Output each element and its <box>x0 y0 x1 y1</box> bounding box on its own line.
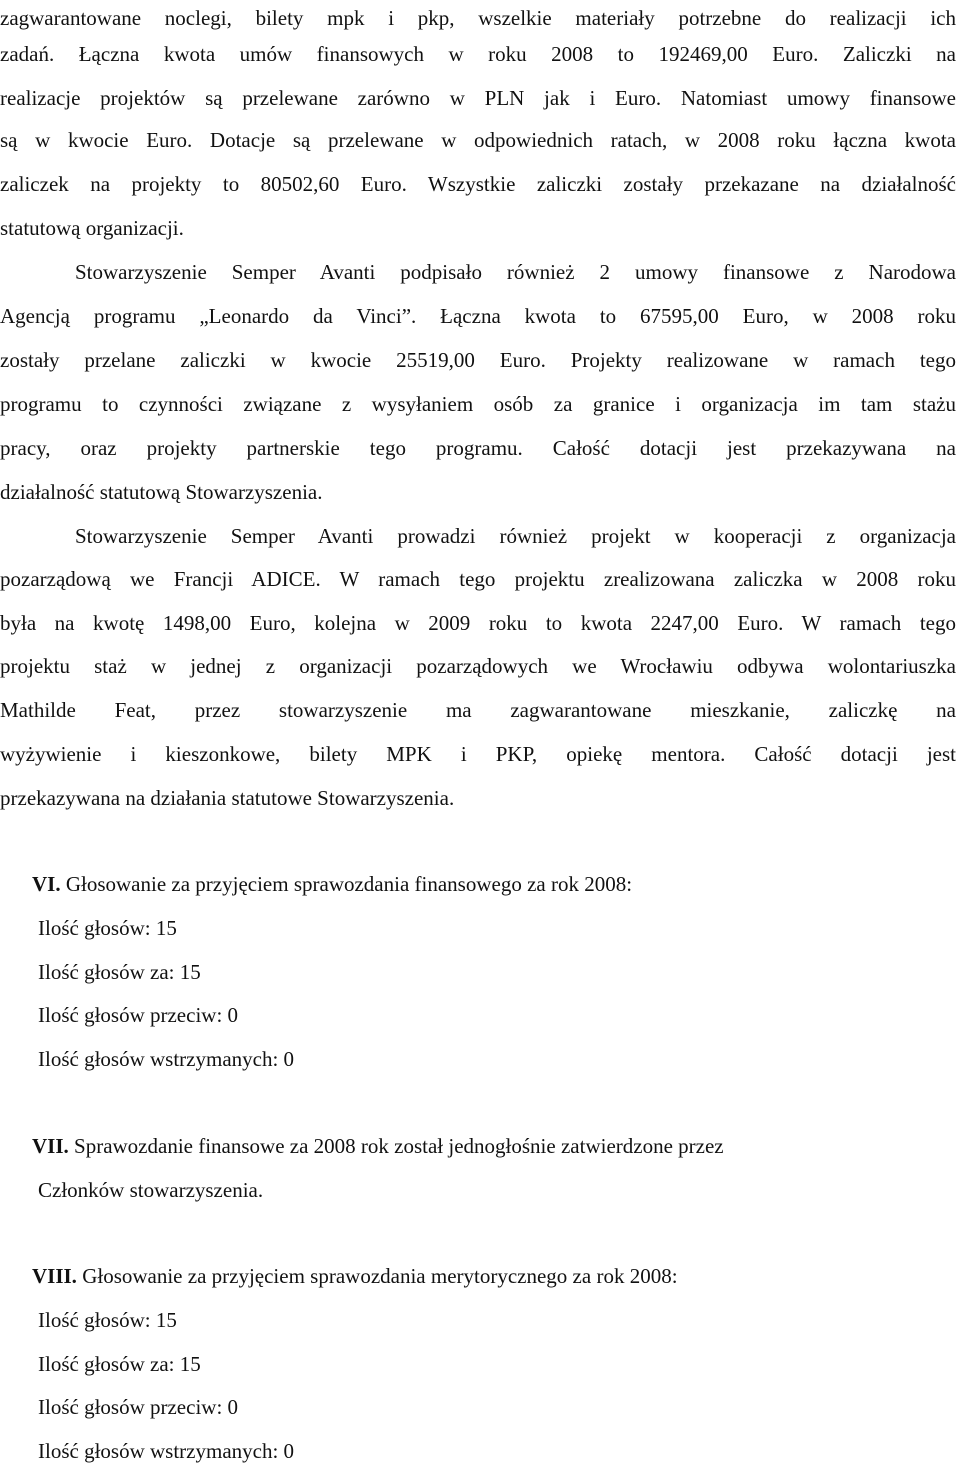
text-line: Stowarzyszenie Semper Avanti podpisało również 2 umowy finansowe z Narodowa <box>75 260 956 284</box>
text-line: Mathilde Feat, przez stowarzyszenie ma zagwarantowane mieszkanie, zaliczkę na <box>0 698 956 722</box>
vote-count-for: Ilość głosów za: 15 <box>38 1352 201 1376</box>
text-line: była na kwotę 1498,00 Euro, kolejna w 2009 roku to kwota 2247,00 Euro. W ramach tego <box>0 611 956 635</box>
text-line: statutową organizacji. <box>0 216 184 240</box>
section-title: Głosowanie za przyjęciem sprawozdania merytorycznego za rok 2008: <box>76 1264 678 1288</box>
text-line: są w kwocie Euro. Dotacje są przelewane w odpowiednich ratach, w 2008 roku łączna kwota <box>0 128 956 152</box>
section-number: VIII. <box>32 1264 77 1288</box>
text-line: zaliczek na projekty to 80502,60 Euro. Wszystkie zaliczki zostały przekazane na działalność <box>0 172 956 196</box>
text-line: programu to czynności związane z wysyłaniem osób za granice i organizacja im tam stażu <box>0 392 956 416</box>
text-line: działalność statutową Stowarzyszenia. <box>0 480 323 504</box>
text-line: Agencją programu „Leonardo da Vinci”. Łączna kwota to 67595,00 Euro, w 2008 roku <box>0 304 956 328</box>
text-line: Stowarzyszenie Semper Avanti prowadzi również projekt w kooperacji z organizacja <box>75 524 956 548</box>
section-title-continued: Członków stowarzyszenia. <box>38 1178 264 1202</box>
vote-count-against: Ilość głosów przeciw: 0 <box>38 1003 239 1027</box>
vote-count-total: Ilość głosów: 15 <box>38 916 177 940</box>
vote-count-abstained: Ilość głosów wstrzymanych: 0 <box>38 1439 295 1463</box>
vote-count-against: Ilość głosów przeciw: 0 <box>38 1395 239 1419</box>
section-number: VI. <box>32 872 61 896</box>
section-heading <box>32 1132 892 1160</box>
text-line: pracy, oraz projekty partnerskie tego programu. Całość dotacji jest przekazywana na <box>0 436 956 460</box>
text-line: pozarządową we Francji ADICE. W ramach tego projektu zrealizowana zaliczka w 2008 roku <box>0 567 956 591</box>
text-line: wyżywienie i kieszonkowe, bilety MPK i PKP, opiekę mentora. Całość dotacji jest <box>0 742 956 766</box>
text-line: realizacje projektów są przelewane zarówno w PLN jak i Euro. Natomiast umowy finansowe <box>0 86 956 110</box>
section-number: VII. <box>32 1134 69 1158</box>
text-line: projektu staż w jednej z organizacji pozarządowych we Wrocławiu odbywa wolontariuszka <box>0 654 956 678</box>
section-heading <box>32 870 892 898</box>
vote-count-for: Ilość głosów za: 15 <box>38 960 201 984</box>
section-title: Sprawozdanie finansowe za 2008 rok został jednogłośnie zatwierdzone przez <box>68 1134 724 1158</box>
text-line: przekazywana na działania statutowe Stowarzyszenia. <box>0 786 455 810</box>
text-line: zagwarantowane noclegi, bilety mpk i pkp, wszelkie materiały potrzebne do realizacji ich <box>0 6 956 30</box>
vote-count-total: Ilość głosów: 15 <box>38 1308 177 1332</box>
section-title: Głosowanie za przyjęciem sprawozdania finansowego za rok 2008: <box>60 872 633 896</box>
section-heading <box>32 1262 892 1290</box>
text-line: zadań. Łączna kwota umów finansowych w roku 2008 to 192469,00 Euro. Zaliczki na <box>0 42 956 66</box>
vote-count-abstained: Ilość głosów wstrzymanych: 0 <box>38 1047 295 1071</box>
text-line: zostały przelane zaliczki w kwocie 25519,00 Euro. Projekty realizowane w ramach tego <box>0 348 956 372</box>
